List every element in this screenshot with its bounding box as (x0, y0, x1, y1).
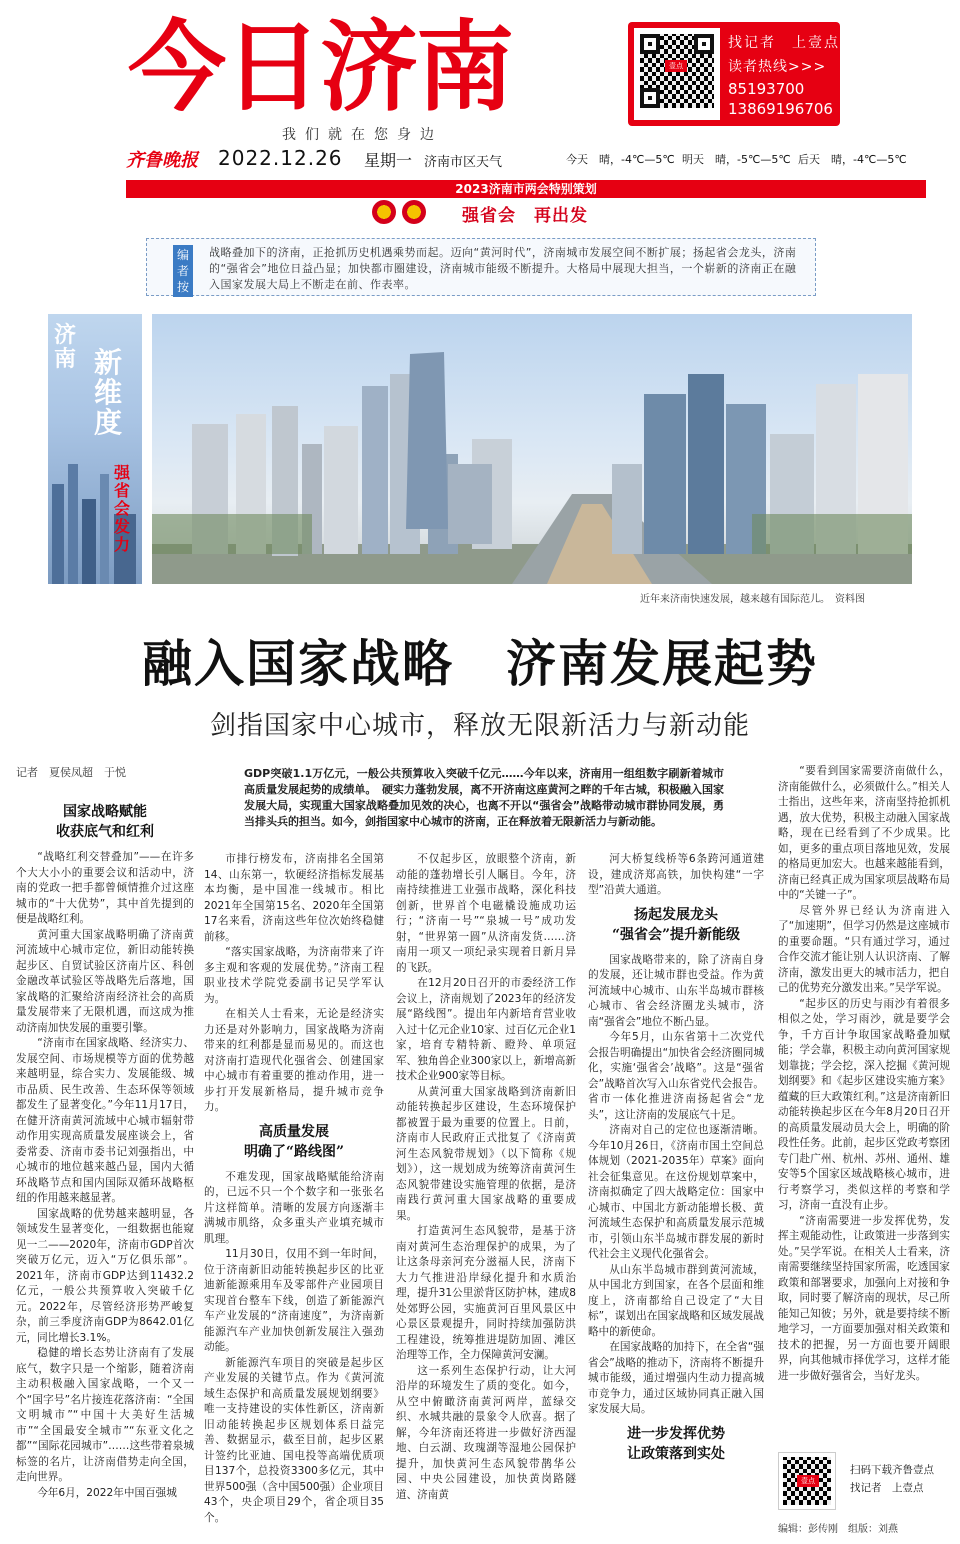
download-qr-icon[interactable] (778, 1452, 836, 1510)
headline: 融入国家战略 济南发展起势 (142, 634, 818, 693)
hotline-label: 读者热线>>> (728, 59, 827, 75)
download-qr-label: 壹点 (797, 1475, 819, 1487)
weather-day-after: 后天 晴，-4℃—5℃ (798, 153, 907, 166)
section-subhead: 强省会 再出发 (462, 206, 588, 226)
article-paragraph: 黄河重大国家战略明确了济南黄河流域中心城市定位，新旧动能转换起步区、自贸试验区济南片区、科创金融改革试验区等战略先后落地，国家战略的汇聚给济南经济社会的高质量发展带来了无限机遇，而这成为推动济南加快发展的重要引擎。 (16, 928, 194, 1034)
reporter-slogan: 找记者 上壹点 (728, 35, 840, 51)
lead-paragraph: GDP突破1.1万亿元，一般公共预算收入突破千亿元……今年以来，济南用一组组数字刷新着城市高质量发展起势的成绩单。 硬实力蓬勃发展，离不开济南这座黄河之畔的千年古城，积极融入国家发展大局，实现重大国家战略叠加见效的决心，也离不开以“强省会”战略带动城市群协同发展，勇当排头兵的担当。如今，剑指国家中心城市的济南，正在释放着无限新活力与新动能。 (244, 767, 724, 828)
article-paragraph: “济南市在国家战略、经济实力、发展空间、市场规模等方面的优势越来越明显，综合实力、发展能级、城市品质、民生改善、生态环保等领域都发生了显著变化。”今年11月17日，在健开济南黄河流域中心城市辐射带动作用实现高质量发展座谈会上，省委常委、济南市委书记刘强指出，中心城市的地位越来越凸显，国内大循环战略节点和国内国际双循环战略枢纽的作用越来越显著。 (16, 1037, 194, 1204)
qr-code-icon[interactable] (634, 28, 720, 120)
series-tagline: 强省会发力 (114, 463, 131, 554)
article-paragraph: 市排行榜发布，济南排名全国第14、山东第一，软硬经济指标发展基本均衡，是中国准一线城市。相比2021年全国第15名、2020年全国第17名来看，济南这些年位次始终稳健前移。 (204, 853, 384, 943)
article-paragraph: 尽管外界已经认为济南进入了“加速期”，但学习仍然是这座城市的重要命题。“只有通过学习，通过合作交流才能让别人认识济南、了解济南，激发出更大的城市活力，把自己的优势充分激发出来。”吴学军说。 (778, 904, 950, 994)
subtitle: 剑指国家中心城市，释放无限新活力与新动能 (209, 711, 750, 741)
newspaper-logo: 今日济南 (128, 11, 513, 125)
byline: 记者 夏侯凤超 于悦 (16, 766, 126, 779)
editor-note-text: 战略叠加下的济南，正抢抓历史机遇乘势而起。迈向“黄河时代”，济南城市发展空间不断扩展；扬起省会龙头，济南的“强省会”地位日益凸显；加快都市圈建设，济南城市能级不断提升。大格局中展现大担当，一个崭新的济南正在融入国家发展大局上不断走在前、作表率。 (209, 246, 797, 291)
weekday: 星期一 (364, 151, 413, 170)
article-paragraph: 新能源汽车项目的突破是起步区产业发展的关键节点。作为《黄河流域生态保护和高质量发展规划纲要》唯一支持建设的实体性新区，济南新旧动能转换起步区规划体系日益完善、数据显示，截至目前，起步区累计签约比亚迪、国电投等高端优质项目137个，总投资3300多亿元，其中世界500强（含中国500强）企业项目43个，央企项目29个，省企项目35个。 (204, 1356, 384, 1524)
editor-note-tag: 编者按 (173, 245, 193, 297)
section-heading: 国家战略赋能 收获底气和红利 (56, 804, 154, 840)
slogan: 我们就在您身边 (282, 127, 443, 143)
series-banner (48, 314, 142, 584)
article-paragraph: 今年6月，2022年中国百强城 (37, 1486, 177, 1499)
article-paragraph: 在12月20日召开的市委经济工作会议上，济南规划了2023年的经济发展“路线图”。提出年内新培育营业收入过十亿元企业10家、过百亿元企业1家，培育专精特新、瞪羚、单项冠军、独角兽企业300家以上，新增高新技术企业900家等目标。 (396, 977, 576, 1082)
footer-reporter-text: 找记者 上壹点 (850, 1482, 924, 1494)
article-paragraph: “战略红利交替叠加”——在许多个大大小小的重要会议和活动中，济南的党政一把手都曾倾情推介过这座城市的“十大优势”，其中首先提到的便是战略红利。 (16, 851, 194, 925)
article-paragraph: 从山东半岛城市群到黄河流域，从中国北方到国家，在各个层面和维度上，济南都给自己设定了“大目标”，谋划出在国家战略和区域发展战略中的新使命。 (588, 1263, 764, 1338)
section-heading: 进一步发挥优势 让政策落到实处 (627, 1425, 725, 1462)
series-title: 新维度 (94, 346, 123, 439)
cppcc-emblem-icon (402, 200, 426, 224)
article-paragraph: 不仅起步区，放眼整个济南，新动能的蓬勃增长引人瞩目。今年，济南持续推进工业强市战略，深化科技创新，世界首个电磁橇设施成功运行；“济南一号”“泉城一号”成功发射，“世界第一圆”从济南发货……济南用一项又一项纪录实现着日新月异的飞跃。 (396, 853, 576, 974)
article-paragraph: 不难发现，国家战略赋能给济南的，已远不只一个个数字和一张张名片这样简单。清晰的发展方向逐渐丰满城市肌络，众多重头产业填充城市肌理。 (204, 1170, 384, 1245)
article-paragraph: 从黄河重大国家战略到济南新旧动能转换起步区建设，生态环境保护都被置于最为重要的位置上。日前，济南市人民政府正式批复了《济南黄河生态风貌带规划》（以下简称《规划》），这一规划成为统筹济南黄河生态风貌带建设实施管理的依据，是济南践行黄河重大国家战略的重要成果。 (396, 1085, 576, 1222)
special-report-bar (126, 180, 926, 198)
article-paragraph: 今年5月，山东省第十二次党代会报告明确提出“加快省会经济圈同城化，实施‘强省会’战略”。这是“强省会”战略首次写入山东省党代会报告。省市一体化推进济南扬起省会“龙头”，这让济南的发展底气十足。 (588, 1031, 764, 1121)
article-paragraph: “要看到国家需要济南做什么，济南能做什么，必须做什么。”相关人士指出，这些年来，济南坚持抢抓机遇，放大优势，积极主动融入国家战略，现在已经看到了不少成果。比如，更多的重点项目落地见效，发展的格局更加宏大。也越来越能看到，济南已经真正成为国家项层战略布局中的“关键一子”。 (778, 765, 950, 901)
article-paragraph: “起步区的历史与雨沙有着很多相似之处，学习雨沙，就是要学会争，千方百计争取国家战略叠加赋能；学会靠，积极主动向黄河国家规划靠拢；学会挖，深入挖掘《黄河规划纲要》和《起步区建设实施方案》蕴藏的巨大政策红利。”这是济南新旧动能转换起步区在今年8月20日召开的高质量发展动员大会上，明确的阶段性任务。此前，起步区党政考察团专门赴广州、杭州、苏州、通州、雄安等5个国家区域战略核心城市，进行考察学习，类似这样的考察和学习，济南一直没有止步。 (778, 997, 950, 1211)
special-report-title: 2023济南市两会特别策划 (455, 182, 597, 196)
article-paragraph: 济南对自己的定位也逐渐清晰。今年10月26日，《济南市国土空间总体规划（2021-2035年）草案》面向社会征集意见。在这份规划草案中，济南拟确定了四大战略定位：国家中心城市、中国北方新动能增长极、黄河流域生态保护和高质量发展示范城市，引领山东半岛城市群发展的新时代社会主义现代化强省会。 (588, 1124, 764, 1260)
section-heading: 扬起发展龙头 “强省会”提升新能级 (611, 906, 741, 943)
article-paragraph: “济南需要进一步发挥优势，发挥主观能动性，让政策进一步落到实处。”吴学军说。在相关人士看来，济南需要继续坚持国家所需，吃透国家政策和部署要求，加强向上对接和争取，同时要了解济南的现状，尽己所能知己知彼；另外，就是要持续不断地学习，一方面要加强对相关政策和技术的把握，另一方面也要开阔眼界，向其他城市择优学习，这样才能进一步做好强省会，当好龙头。 (778, 1214, 950, 1382)
reporter-hotline-box (628, 22, 840, 126)
article-paragraph: 11月30日，仅用不到一年时间，位于济南新旧动能转换起步区的比亚迪新能源乘用车及零部件产业园项目实现首台整车下线，创造了新能源汽车产业发展的“济南速度”，为济南新能源汽车产业加快创新发展注入强劲动能。 (204, 1248, 384, 1353)
article-paragraph: “落实国家战略，为济南带来了许多主观和客观的发展优势。”济南工程职业技术学院党委副书记吴学军认为。 (204, 946, 384, 1005)
article-column-1 (16, 796, 194, 1536)
weather-tomorrow: 明天 晴，-5℃—5℃ (682, 153, 791, 166)
hotline-phone-1[interactable]: 85193700 (728, 80, 805, 98)
dateline (126, 146, 926, 172)
hotline-phone-2[interactable]: 13869196706 (728, 100, 833, 118)
editor-note (146, 238, 816, 296)
national-emblem-icon (372, 200, 396, 224)
article-paragraph: 在相关人士看来，无论是经济实力还是对外影响力，国家战略为济南带来的红利都是显而易见的。而这也对济南打造现代化强省会、创建国家中心城市有着重要的推动作用，进一步打开发展新格局，提升城市竞争力。 (204, 1008, 384, 1113)
article-column-2 (204, 852, 384, 1536)
editor-credit: 编辑：彭传刚 组版：刘燕 (778, 1524, 898, 1535)
article-paragraph: 河大桥复线桥等6条跨河通道建设，建成济郑高铁，加快构建“一字型”沿黄大通道。 (588, 853, 764, 896)
qr-logo-label: 壹点 (665, 60, 687, 72)
article-column-5 (778, 764, 950, 1444)
photo-caption: 近年来济南快速发展，越来越有国际范儿。 资料图 (640, 594, 865, 605)
issue-date: 2022.12.26 (218, 146, 343, 170)
article-paragraph: 国家战略带来的，除了济南自身的发展，还让城市群也受益。作为黄河流域中心城市、山东半岛城市群核心城市、省会经济圈龙头城市，济南“强省会”地位不断凸显。 (588, 953, 764, 1028)
city-skyline-photo (152, 314, 912, 584)
weather-today: 今天 晴，-4℃—5℃ (566, 153, 675, 166)
article-column-3 (396, 852, 576, 1536)
section-heading: 高质量发展 明确了“路线图” (243, 1123, 345, 1160)
download-app-text: 扫码下载齐鲁壹点 (850, 1464, 934, 1476)
skyline-drawing (152, 314, 912, 584)
masthead (0, 0, 960, 150)
series-city: 济南 (54, 323, 77, 372)
weather-label: 济南市区天气 (424, 155, 503, 170)
paper-name: 齐鲁晚报 (126, 150, 198, 171)
article-paragraph: 国家战略的优势越来越明显，各领域发生显著变化，一组数据也能窥见一二——2020年，济南市GDP首次突破万亿元，迈入“万亿俱乐部”。2021年，济南市GDP达到11432.2亿元，一般公共预算收入突破千亿元。2022年，尽管经济形势严峻复杂，前三季度济南GDP为8642.01亿元，同比增长3.1%。 (16, 1207, 194, 1344)
article-paragraph: 这一系列生态保护行动，让大河沿岸的环境发生了质的变化。如今，从空中俯瞰济南黄河两岸，蓝绿交织、水城共融的景象令人欣喜。据了解，今年济南还将进一步做好济西湿地、白云湖、玫瑰湖等湿地公园保护提升，加快黄河生态风貌带鹊华公园、中央公园建设，加快黄岗路隧道、济南黄 (396, 1364, 576, 1501)
article-column-4 (588, 852, 764, 1536)
article-paragraph: 打造黄河生态风貌带，是基于济南对黄河生态治理保护的成果，为了让这条母亲河充分滋福人民，济南下大力气推进沿岸绿化提升和水质治理，提升31公里淤背区防护林，建成8处郊野公园，实施黄河百里风景区中心景区景观提升，同时持续加强防洪工程建设，统筹推进堤防加固、滩区治理等工作，全力保障黄河安澜。 (396, 1225, 576, 1361)
article-paragraph: 稳健的增长态势让济南有了发展底气，数字只是一个缩影，随着济南主动积极融入国家战略，一个又一个“国字号”名片接连花落济南：“全国文明城市”“中国十大美好生活城市”“全国最安全城市”“东亚文化之都”“国际花园城市”……这些带着泉城标签的名片，让济南借势走向全国，走向世界。 (16, 1347, 194, 1483)
article-paragraph: 在国家战略的加持下，在全省“强省会”战略的推动下，济南将不断提升城市能级，通过增强内生动力提高城市竞争力，通过区域协同真正融入国家发展大局。 (588, 1341, 764, 1415)
